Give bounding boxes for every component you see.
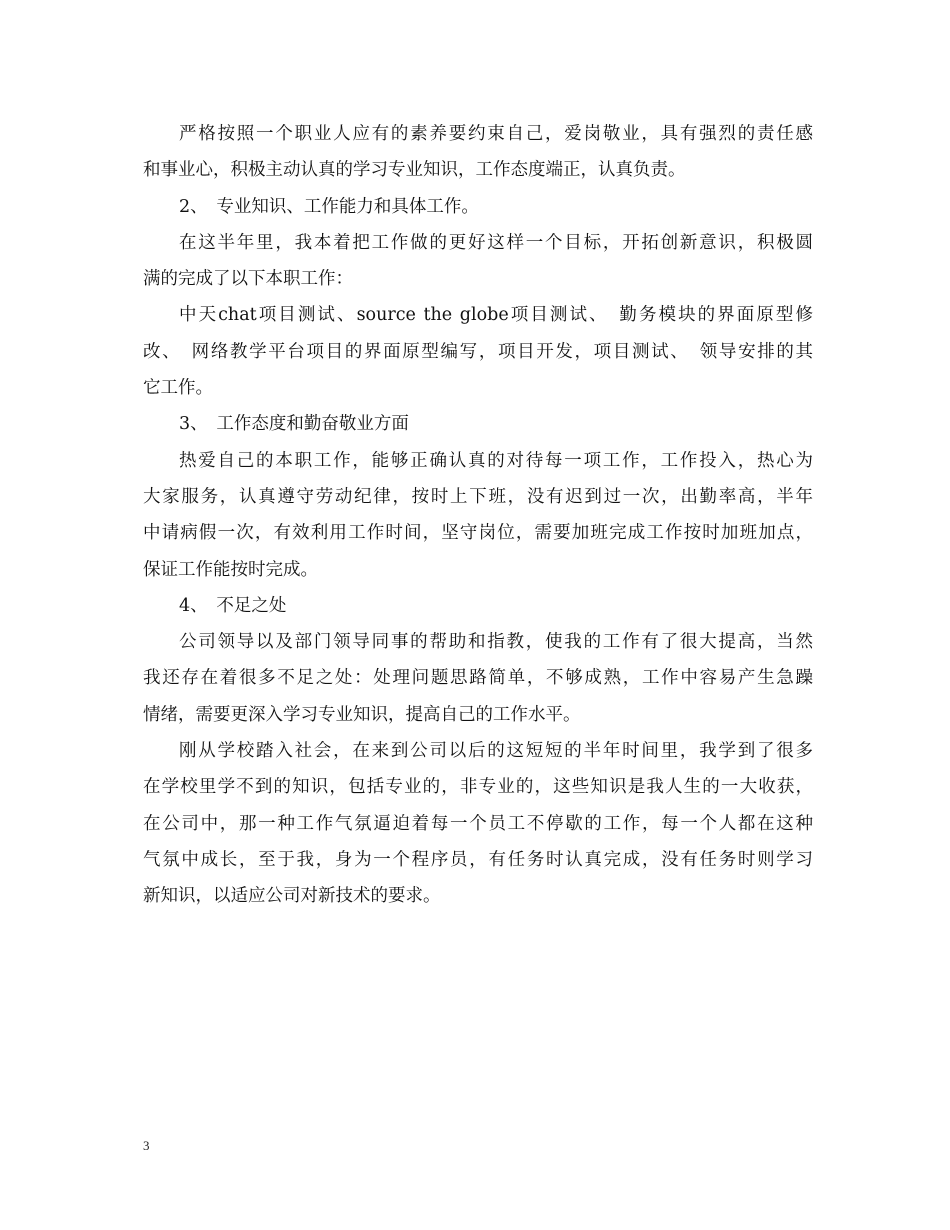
paragraph-line: 新知识，以适应公司对新技术的要求。 [143,886,441,907]
section-heading: 4、 不足之处 [179,595,287,616]
paragraph-line: 公司领导以及部门领导同事的帮助和指教，使我的工作有了很大提高，当然 [179,632,813,653]
document-body [143,116,813,915]
paragraph-line: 满的完成了以下本职工作： [143,269,353,290]
paragraph-line: 气氛中成长，至于我，身为一个程序员，有任务时认真完成，没有任务时则学习 [143,849,813,870]
paragraph-line: 情绪，需要更深入学习专业知识，提高自己的工作水平。 [143,704,581,725]
paragraph-line: 在公司中，那一种工作气氛逼迫着每一个员工不停歇的工作，每一个人都在这种 [143,813,813,834]
paragraph-line: 在这半年里，我本着把工作做的更好这样一个目标，开拓创新意识，积极圆 [179,232,813,253]
paragraph-line: 它工作。 [143,378,213,399]
paragraph-line: 中天chat项目测试、source the globe项目测试、 勤务模块的界面原型修 [179,305,813,326]
section-heading: 2、 专业知识、工作能力和具体工作。 [179,196,479,217]
paragraph-line: 我还存在着很多不足之处：处理问题思路简单，不够成熟，工作中容易产生急躁 [143,668,813,689]
paragraph-line: 严格按照一个职业人应有的素养要约束自己，爱岗敬业，具有强烈的责任感 [179,124,813,144]
paragraph-line: 保证工作能按时完成。 [143,559,318,580]
paragraph-line: 刚从学校踏入社会，在来到公司以后的这短短的半年时间里，我学到了很多 [179,741,813,762]
paragraph-line: 和事业心，积极主动认真的学习专业知识，工作态度端正，认真负责。 [143,160,686,181]
paragraph-line: 中请病假一次，有效利用工作时间，坚守岗位，需要加班完成工作按时加班加点， [143,523,813,544]
paragraph-line: 改、 网络教学平台项目的界面原型编写，项目开发，项目测试、 领导安排的其 [143,341,813,362]
page-number: 3 [143,1138,150,1153]
paragraph-line: 热爱自己的本职工作，能够正确认真的对待每一项工作，工作投入，热心为 [179,450,813,471]
paragraph-line: 大家服务，认真遵守劳动纪律，按时上下班，没有迟到过一次，出勤率高，半年 [143,486,813,507]
paragraph-line: 在学校里学不到的知识，包括专业的，非专业的，这些知识是我人生的一大收获， [143,777,813,798]
section-heading: 3、 工作态度和勤奋敬业方面 [179,414,409,435]
